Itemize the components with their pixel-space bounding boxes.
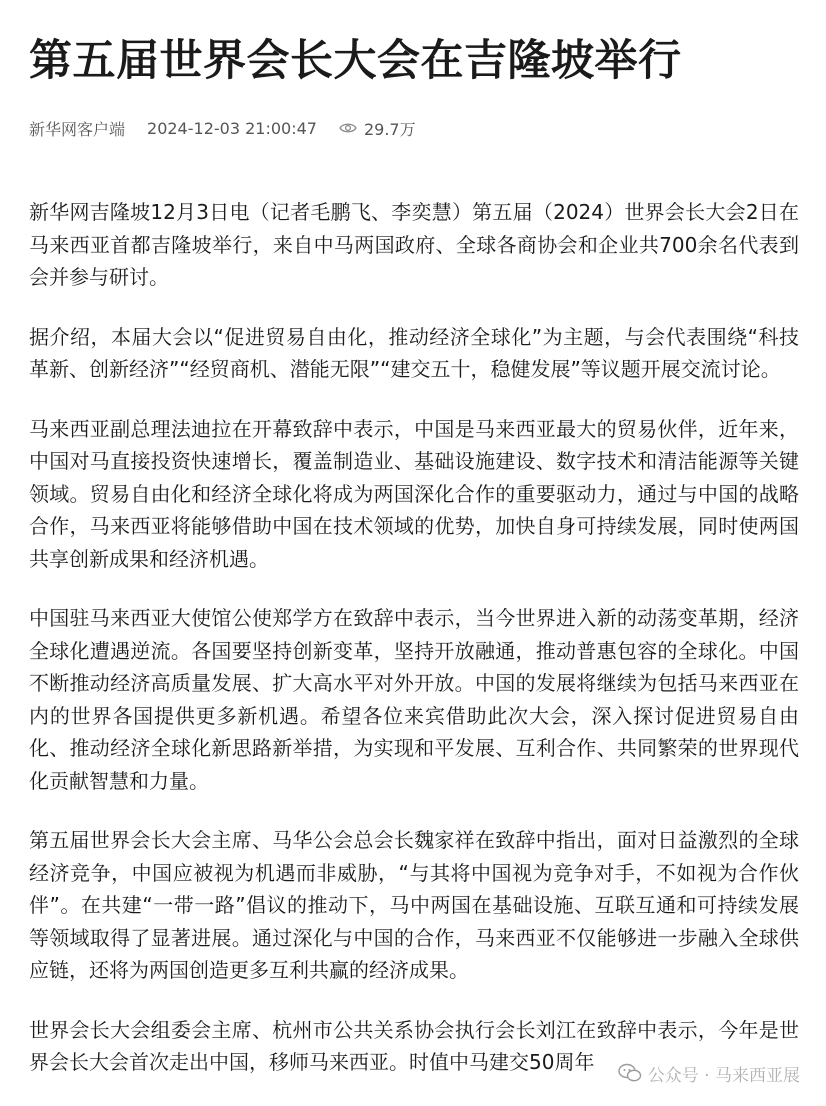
source-label[interactable]: 新华网客户端 (29, 119, 126, 139)
view-count-value: 29.7万 (363, 119, 416, 139)
publish-time: 2024-12-03 21:00:47 (147, 118, 317, 138)
watermark-text: 公众号 · 马来西亚展 (647, 1065, 800, 1086)
paragraph: 马来西亚副总理法迪拉在开幕致辞中表示，中国是马来西亚最大的贸易伙伴，近年来，中国对马直接投资快速增长，覆盖制造业、基础设施建设、数字技术和清洁能源等关键领域。贸易自由化和经济全球化将成为两国深化合作的重要驱动力，通过与中国的战略合作，马来西亚将能够借助中国在技术领域的优势，加快自身可持续发展，同时使两国共享创新成果和经济机遇。 (29, 416, 799, 571)
paragraph: 据介绍，本届大会以“促进贸易自由化，推动经济全球化”为主题，与会代表围绕“科技革新、创新经济”“经贸商机、潜能无限”“建交五十，稳健发展”等议题开展交流讨论。 (29, 324, 799, 381)
view-count (339, 117, 416, 140)
eye-icon (339, 122, 357, 134)
article-title: 第五届世界会长大会在吉隆坡举行 (29, 36, 682, 86)
paragraph: 新华网吉隆坡12月3日电（记者毛鹏飞、李奕慧）第五届（2024）世界会长大会2日在马来西亚首都吉隆坡举行，来自中马两国政府、全球各商协会和企业共700余名代表到会并参与研讨。 (29, 200, 799, 289)
article (29, 30, 799, 1106)
article-body (29, 196, 799, 1079)
article-meta (29, 116, 799, 140)
paragraph: 世界会长大会组委会主席、杭州市公共关系协会执行会长刘江在致辞中表示，今年是世界会长大会首次走出中国，移师马来西亚。时值中马建交50周年 (29, 1017, 799, 1074)
paragraph: 中国驻马来西亚大使馆公使郑学方在致辞中表示，当今世界进入新的动荡变革期，经济全球化遭遇逆流。各国要坚持创新变革，坚持开放融通，推动普惠包容的全球化。中国不断推动经济高质量发展、扩大高水平对外开放。中国的发展将继续为包括马来西亚在内的世界各国提供更多新机遇。希望各位来宾借助此次大会，深入探讨促进贸易自由化、推动经济全球化新思路新举措，为实现和平发展、互利合作、共同繁荣的世界现代化贡献智慧和力量。 (29, 606, 799, 793)
paragraph: 第五届世界会长大会主席、马华公会总会长魏家祥在致辞中指出，面对日益激烈的全球经济竞争，中国应被视为机遇而非威胁，“与其将中国视为竞争对手，不如视为合作伙伴”。在共建“一带一路”倡议的推动下，马中两国在基础设施、互联互通和可持续发展等领域取得了显著进展。通过深化与中国的合作，马来西亚不仅能够进一步融入全球供应链，还将为两国创造更多互利共赢的经济成果。 (29, 828, 799, 982)
